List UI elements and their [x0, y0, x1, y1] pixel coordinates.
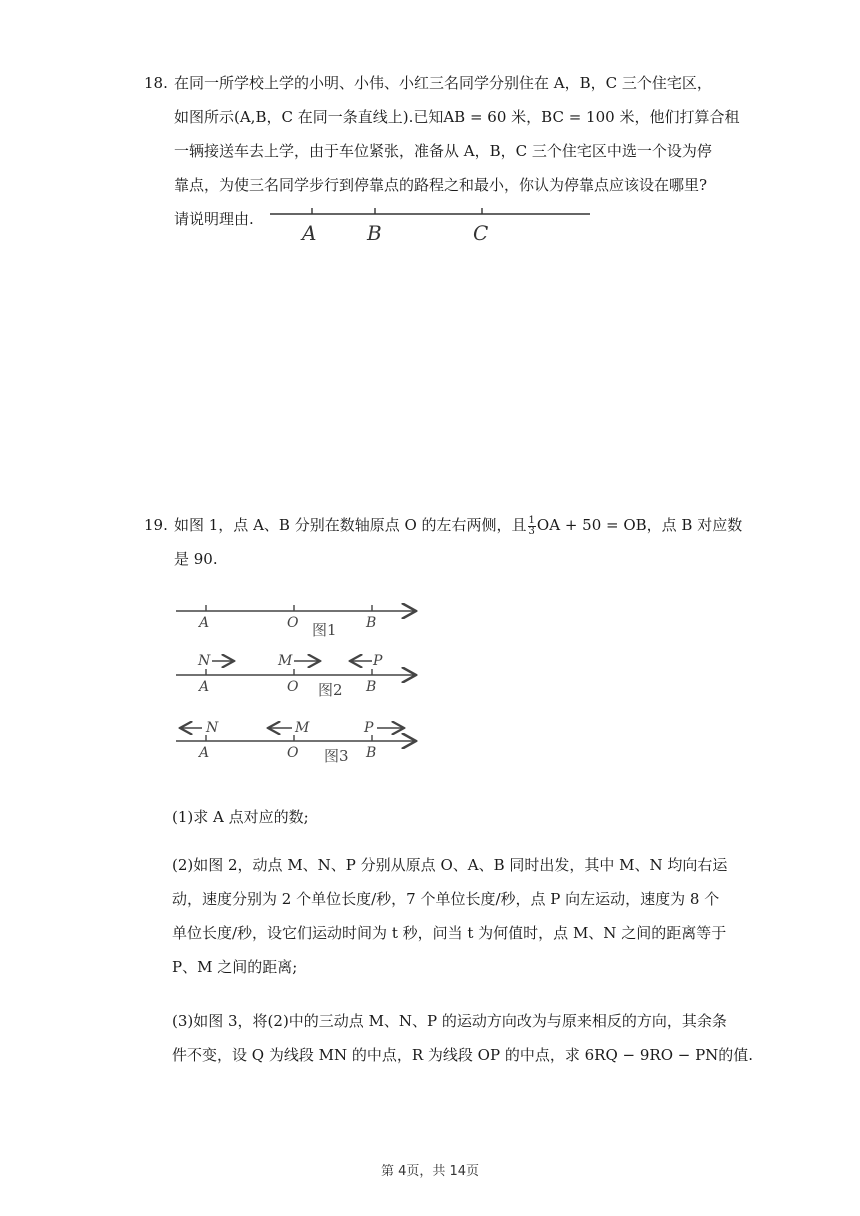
fig1-label-b: B — [366, 615, 377, 631]
q18-line-1: 在同一所学校上学的小明、小伟、小红三名同学分别住在 A，B，C 三个住宅区， — [174, 74, 712, 92]
q18-line-4: 靠点，为使三名同学步行到停靠点的路程之和最小，你认为停靠点应该设在哪里? — [174, 176, 708, 194]
q19-part-3-line-2: 件不变，设 Q 为线段 MN 的中点，R 为线段 OP 的中点，求 6RQ − 9RO − PN的值. — [172, 1046, 754, 1064]
q19-part-2-line-3: 单位长度/秒，设它们运动时间为 t 秒，问当 t 为何值时，点 M、N 之间的距离等于 — [172, 924, 727, 942]
fig3-label-p: P — [364, 720, 374, 736]
q19-line-1-pre: 如图 1，点 A、B 分别在数轴原点 O 的左右两侧，且 — [174, 516, 527, 534]
figure-2 — [176, 653, 416, 699]
fig3-label-m: M — [295, 720, 310, 736]
question-19 — [144, 508, 743, 576]
figure-3 — [176, 720, 416, 765]
fig1-caption: 图1 — [312, 621, 337, 639]
fig3-label-o: O — [287, 745, 299, 761]
fig1-label-a: A — [199, 615, 210, 631]
q19-part-1 — [172, 800, 732, 834]
q18-line-2: 如图所示(A,B，C 在同一条直线上).已知AB = 60 米，BC = 100 米，他们打算合租 — [174, 108, 740, 126]
q19-part-3 — [172, 1004, 754, 1072]
fig2-label-m: M — [278, 653, 293, 669]
q19-figures — [172, 595, 432, 775]
fig2-label-p: P — [373, 653, 383, 669]
q19-part-2-line-1: (2)如图 2，动点 M、N、P 分别从原点 O、A、B 同时出发，其中 M、N 均向右运 — [172, 856, 728, 874]
q18-line-figure — [262, 200, 602, 250]
figure-1 — [176, 605, 416, 639]
fig2-label-b: B — [366, 679, 377, 695]
q19-part-2 — [172, 848, 732, 984]
fraction-numerator: 1 — [528, 514, 535, 526]
fig3-label-a: A — [199, 745, 210, 761]
fig3-label-b: B — [366, 745, 377, 761]
question-number: 19. — [144, 516, 168, 534]
fig1-label-o: O — [287, 615, 299, 631]
label-b: B — [367, 221, 382, 245]
fraction-denominator: 3 — [528, 525, 535, 537]
q19-part-3-line-1: (3)如图 3，将(2)中的三动点 M、N、P 的运动方向改为与原来相反的方向，其余条 — [172, 1012, 727, 1030]
label-c: C — [473, 221, 489, 245]
q19-part-2-line-2: 动，速度分别为 2 个单位长度/秒，7 个单位长度/秒，点 P 向左运动，速度为 8 个 — [172, 890, 720, 908]
q19-part-1-text: (1)求 A 点对应的数; — [172, 808, 309, 826]
q18-line-3: 一辆接送车去上学，由于车位紧张，准备从 A，B，C 三个住宅区中选一个设为停 — [174, 142, 712, 160]
fig2-caption: 图2 — [318, 681, 343, 699]
fig2-label-n: N — [198, 653, 211, 669]
fig3-label-n: N — [206, 720, 219, 736]
fig2-label-a: A — [199, 679, 210, 695]
q19-line-2: 是 90. — [174, 550, 218, 568]
fraction-one-third — [528, 516, 536, 537]
q19-part-2-line-4: P、M 之间的距离; — [172, 958, 298, 976]
fig3-caption: 图3 — [324, 747, 349, 765]
fig2-label-o: O — [287, 679, 299, 695]
q18-line-5: 请说明理由. — [174, 210, 254, 228]
question-number: 18. — [144, 74, 168, 92]
page-footer: 第 4页，共 14页 — [380, 1164, 480, 1179]
q19-line-1-post: OA + 50 = OB，点 B 对应数 — [536, 516, 743, 534]
label-a: A — [302, 221, 317, 245]
q19-line-1 — [174, 508, 743, 542]
